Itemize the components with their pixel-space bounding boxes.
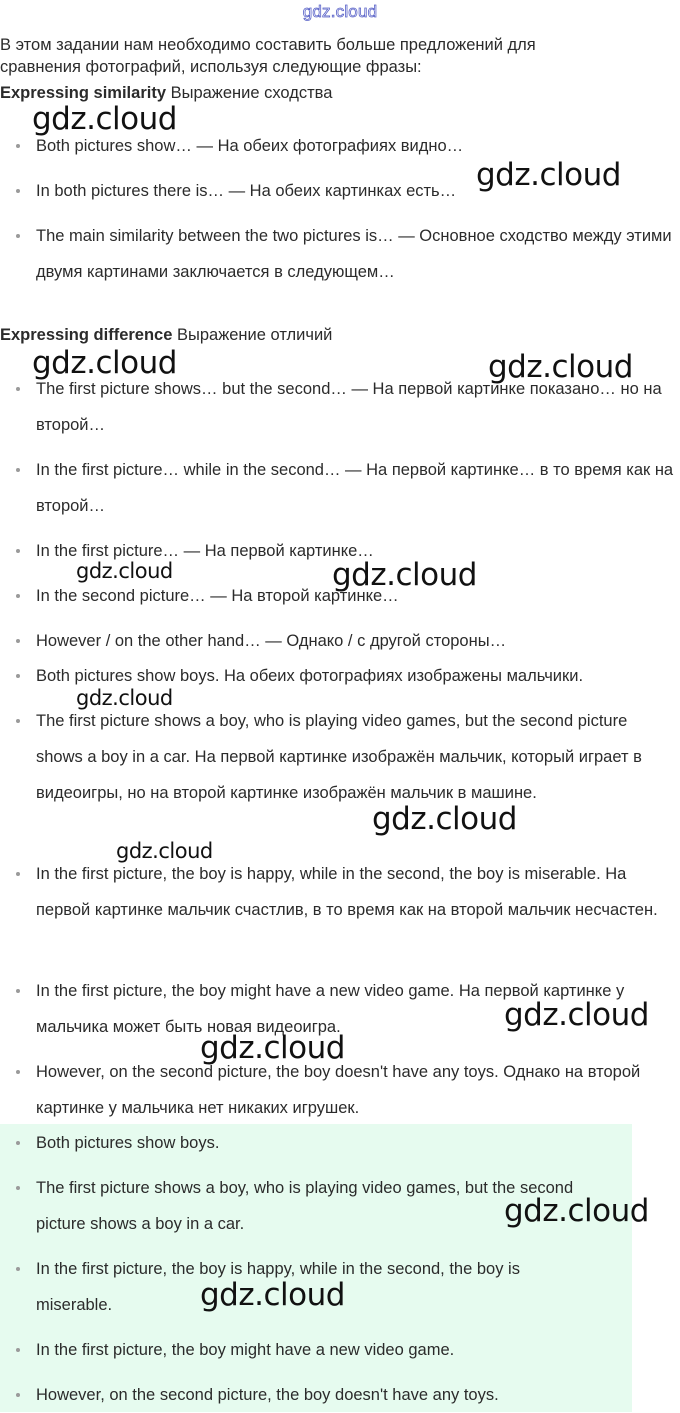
watermark: gdz.cloud (76, 686, 173, 710)
bullet-dot (16, 1141, 20, 1145)
watermark: gdz.cloud (76, 559, 173, 583)
list-item: In the first picture… — На первой картинке… (36, 533, 676, 569)
watermark: gdz.cloud (476, 157, 621, 193)
list-item: The first picture shows… but the second… — На первой картинке показано… но на второй… (36, 371, 676, 443)
list-item: Both pictures show… — На обеих фотографиях видно… (36, 128, 676, 164)
watermark: gdz.cloud (504, 1193, 649, 1229)
answer-item: In the first picture, the boy might have a new video game. (36, 1332, 632, 1368)
intro-text (0, 34, 680, 76)
bullet-dot (16, 144, 20, 148)
list-item: In the first picture, the boy might have a new video game. На первой картинке у мальчика может быть новая видеоигра. (36, 973, 676, 1045)
watermark: gdz.cloud (200, 1277, 345, 1313)
bullet-dot (16, 719, 20, 723)
bullet-dot (16, 1186, 20, 1190)
answer-item: Both pictures show boys. (36, 1125, 632, 1161)
difference-heading-bold: Expressing difference (0, 326, 173, 344)
list-item: Both pictures show boys. На обеих фотографиях изображены мальчики. (36, 658, 676, 694)
answer-item: The first picture shows a boy, who is playing video games, but the second picture shows a boy in a car. (36, 1170, 596, 1242)
answer-item: However, on the second picture, the boy doesn't have any toys. (36, 1377, 632, 1413)
list-item: In both pictures there is… — На обеих картинках есть… (36, 173, 676, 209)
bullet-dot (16, 639, 20, 643)
bullet-dot (16, 989, 20, 993)
list-item: In the second picture… — На второй картинке… (36, 578, 676, 614)
list-item: However, on the second picture, the boy doesn't have any toys. Однако на второй картинке у мальчика нет никаких игрушек. (36, 1054, 676, 1126)
bullet-dot (16, 1267, 20, 1271)
list-item: The first picture shows a boy, who is playing video games, but the second picture shows a boy in a car. На первой картинке изображён мальчик, который играет в видеоигры, но на второй картинке изображён мальчик в машине. (36, 703, 676, 811)
similarity-heading-bold: Expressing similarity (0, 84, 166, 102)
bullet-dot (16, 549, 20, 553)
bullet-dot (16, 1348, 20, 1352)
bullet-dot (16, 234, 20, 238)
bullet-dot (16, 1070, 20, 1074)
difference-heading-translation: Выражение отличий (172, 326, 333, 344)
bullet-dot (16, 387, 20, 391)
watermark: gdz.cloud (200, 1030, 345, 1066)
watermark: gdz.cloud (32, 101, 177, 137)
bullet-dot (16, 674, 20, 678)
list-item: In the first picture… while in the second… — На первой картинке… в то время как на второй… (36, 452, 676, 524)
watermark: gdz.cloud (116, 839, 213, 863)
site-logo[interactable]: gdz.cloud (302, 2, 378, 21)
watermark: gdz.cloud (372, 801, 517, 837)
intro-line-1: В этом задании нам необходимо составить больше предложений для (0, 36, 536, 54)
bullet-dot (16, 872, 20, 876)
watermark: gdz.cloud (504, 997, 649, 1033)
list-item: In the first picture, the boy is happy, while in the second, the boy is miserable. На первой картинке мальчик счастлив, в то время как на второй мальчик несчастен. (36, 856, 676, 928)
list-item: The main similarity between the two pictures is… — Основное сходство между этими двумя картинами заключается в следующем… (36, 218, 676, 290)
difference-heading (0, 324, 332, 346)
bullet-dot (16, 468, 20, 472)
watermark: gdz.cloud (32, 345, 177, 381)
bullet-dot (16, 189, 20, 193)
watermark: gdz.cloud (332, 557, 477, 593)
answer-item: In the first picture, the boy is happy, while in the second, the boy is miserable. (36, 1251, 596, 1323)
list-item: However / on the other hand… — Однако / с другой стороны… (36, 623, 676, 659)
bullet-dot (16, 1393, 20, 1397)
watermark: gdz.cloud (488, 349, 633, 385)
similarity-heading-translation: Выражение сходства (166, 84, 333, 102)
bullet-dot (16, 594, 20, 598)
intro-line-2: сравнения фотографий, используя следующие фразы: (0, 58, 422, 76)
